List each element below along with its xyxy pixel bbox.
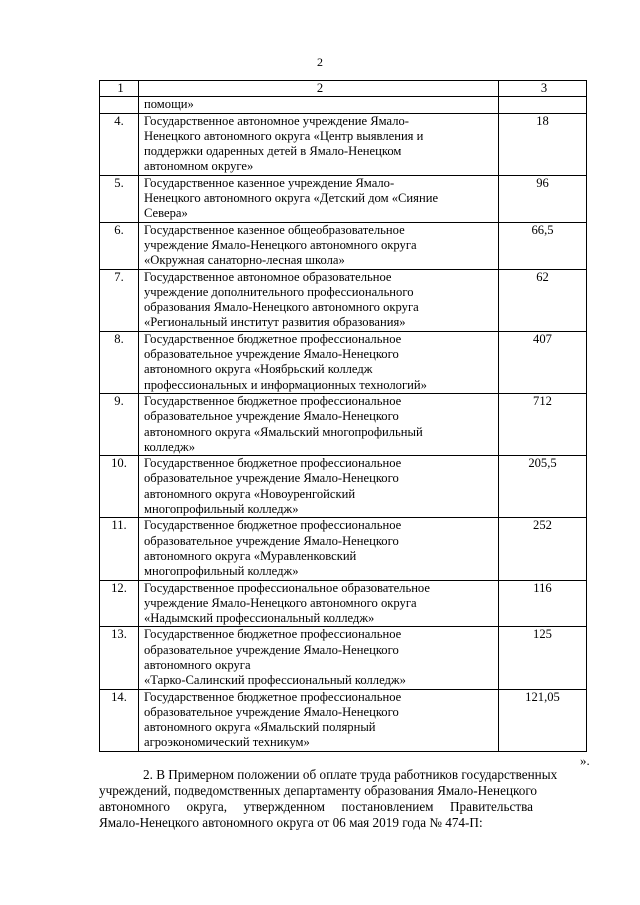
table-row <box>100 269 587 331</box>
institution-name-line: автономного округа «Ноябрьский колледж <box>144 362 373 377</box>
table-row <box>100 393 587 455</box>
row-value: 407 <box>499 331 587 393</box>
page-number: 2 <box>317 55 323 69</box>
table-row <box>100 518 587 580</box>
institution-name <box>139 269 499 331</box>
table-row <box>100 456 587 518</box>
row-value: 252 <box>499 518 587 580</box>
institution-name-line: автономного округа <box>144 657 251 672</box>
row-number: 5. <box>100 175 139 222</box>
institutions-table <box>99 80 587 752</box>
table-row <box>100 97 587 113</box>
institution-name-line: помощи» <box>144 97 194 112</box>
institution-name-line: Государственное бюджетное профессиональное <box>144 393 402 408</box>
institution-name-line: образовательное учреждение Ямало-Ненецкого <box>144 642 399 657</box>
paragraph-line: Ямало-Ненецкого автономного округа от 06 мая 2019 года № 474-П: <box>99 815 483 830</box>
institution-name-line: «Региональный институт развития образования» <box>144 315 406 330</box>
row-number: 10. <box>100 456 139 518</box>
table-row <box>100 113 587 175</box>
institution-name-line: автономного округа «Муравленковский <box>144 548 357 563</box>
institution-name-line: образовательное учреждение Ямало-Ненецкого <box>144 533 399 548</box>
row-number: 12. <box>100 580 139 627</box>
institution-name-line: учреждение Ямало-Ненецкого автономного округа <box>144 237 417 252</box>
institution-name-line: автономного округа «Ямальский полярный <box>144 720 376 735</box>
row-number: 7. <box>100 269 139 331</box>
institution-name-line: многопрофильный колледж» <box>144 502 299 517</box>
institution-name-line: профессиональных и информационных технологий» <box>144 377 427 392</box>
table-row <box>100 627 587 689</box>
header-cell-name: 2 <box>139 81 499 97</box>
institution-name-line: Государственное бюджетное профессиональное <box>144 689 402 704</box>
row-value: 18 <box>499 113 587 175</box>
row-number: 13. <box>100 627 139 689</box>
row-value: 125 <box>499 627 587 689</box>
institution-name-line: Государственное автономное образовательное <box>144 269 392 284</box>
institution-name-line: Ненецкого автономного округа «Детский дом «Сияние <box>144 191 439 206</box>
institution-name-line: Государственное бюджетное профессиональное <box>144 331 402 346</box>
table-row <box>100 689 587 751</box>
institution-name-line: автономном округе» <box>144 159 254 174</box>
institution-name-line: автономного округа «Ямальский многопрофильный <box>144 424 423 439</box>
institution-name-line: Государственное бюджетное профессиональное <box>144 456 402 471</box>
institution-name <box>139 331 499 393</box>
institution-name-line: образовательное учреждение Ямало-Ненецкого <box>144 471 399 486</box>
institution-name-line: Государственное казенное учреждение Ямало- <box>144 175 395 190</box>
row-number: 8. <box>100 331 139 393</box>
institution-name-line: «Надымский профессиональный колледж» <box>144 611 375 626</box>
institution-name <box>139 113 499 175</box>
header-cell-number: 1 <box>100 81 139 97</box>
table-row <box>100 175 587 222</box>
row-value: 205,5 <box>499 456 587 518</box>
closing-quote: ». <box>580 753 590 768</box>
row-number <box>100 97 139 113</box>
institution-name-line: агроэкономический техникум» <box>144 735 310 750</box>
paragraph-line: автономного округа, утвержденном постановлением Правительства <box>99 799 533 814</box>
institution-name-line: Государственное казенное общеобразовательное <box>144 222 405 237</box>
header-cell-value: 3 <box>499 81 587 97</box>
paragraph-line: учреждений, подведомственных департаменту образования Ямало-Ненецкого <box>99 783 538 798</box>
institution-name-line: Государственное бюджетное профессиональное <box>144 627 402 642</box>
table-row <box>100 331 587 393</box>
row-value: 712 <box>499 393 587 455</box>
institution-name-line: Севера» <box>144 206 188 221</box>
row-value: 121,05 <box>499 689 587 751</box>
row-number: 11. <box>100 518 139 580</box>
table-header-row <box>100 81 587 97</box>
row-number: 6. <box>100 222 139 269</box>
institution-name-line: «Тарко-Салинский профессиональный колледж» <box>144 673 406 688</box>
institution-name-line: многопрофильный колледж» <box>144 564 299 579</box>
institution-name-line: Ненецкого автономного округа «Центр выявления и <box>144 128 424 143</box>
row-value: 66,5 <box>499 222 587 269</box>
institution-name <box>139 518 499 580</box>
institution-name <box>139 393 499 455</box>
institution-name-line: Государственное профессиональное образовательное <box>144 580 430 595</box>
institution-name-line: образовательное учреждение Ямало-Ненецкого <box>144 704 399 719</box>
institution-name-line: Государственное автономное учреждение Ямало- <box>144 113 409 128</box>
institution-name <box>139 456 499 518</box>
institution-name-line: образовательное учреждение Ямало-Ненецкого <box>144 409 399 424</box>
institution-name-line: образования Ямало-Ненецкого автономного округа <box>144 300 419 315</box>
institution-name-line: автономного округа «Новоуренгойский <box>144 486 356 501</box>
row-value: 116 <box>499 580 587 627</box>
row-number: 4. <box>100 113 139 175</box>
row-number: 9. <box>100 393 139 455</box>
table-row <box>100 580 587 627</box>
institution-name <box>139 222 499 269</box>
institution-name-line: образовательное учреждение Ямало-Ненецкого <box>144 347 399 362</box>
paragraph-line: 2. В Примерном положении об оплате труда работников государственных <box>143 767 558 782</box>
institution-name <box>139 175 499 222</box>
row-value: 62 <box>499 269 587 331</box>
row-number: 14. <box>100 689 139 751</box>
institution-name <box>139 627 499 689</box>
institution-name-line: учреждение дополнительного профессионального <box>144 284 414 299</box>
institution-name <box>139 97 499 113</box>
amendment-paragraph <box>99 767 607 831</box>
institution-name-line: Государственное бюджетное профессиональное <box>144 518 402 533</box>
institution-name <box>139 689 499 751</box>
table-row <box>100 222 587 269</box>
institution-name-line: «Окружная санаторно-лесная школа» <box>144 253 345 268</box>
institution-name-line: учреждение Ямало-Ненецкого автономного округа <box>144 595 417 610</box>
institution-name-line: колледж» <box>144 439 196 454</box>
row-value: 96 <box>499 175 587 222</box>
institution-name <box>139 580 499 627</box>
row-value <box>499 97 587 113</box>
institution-name-line: поддержки одаренных детей в Ямало-Ненецком <box>144 144 402 159</box>
